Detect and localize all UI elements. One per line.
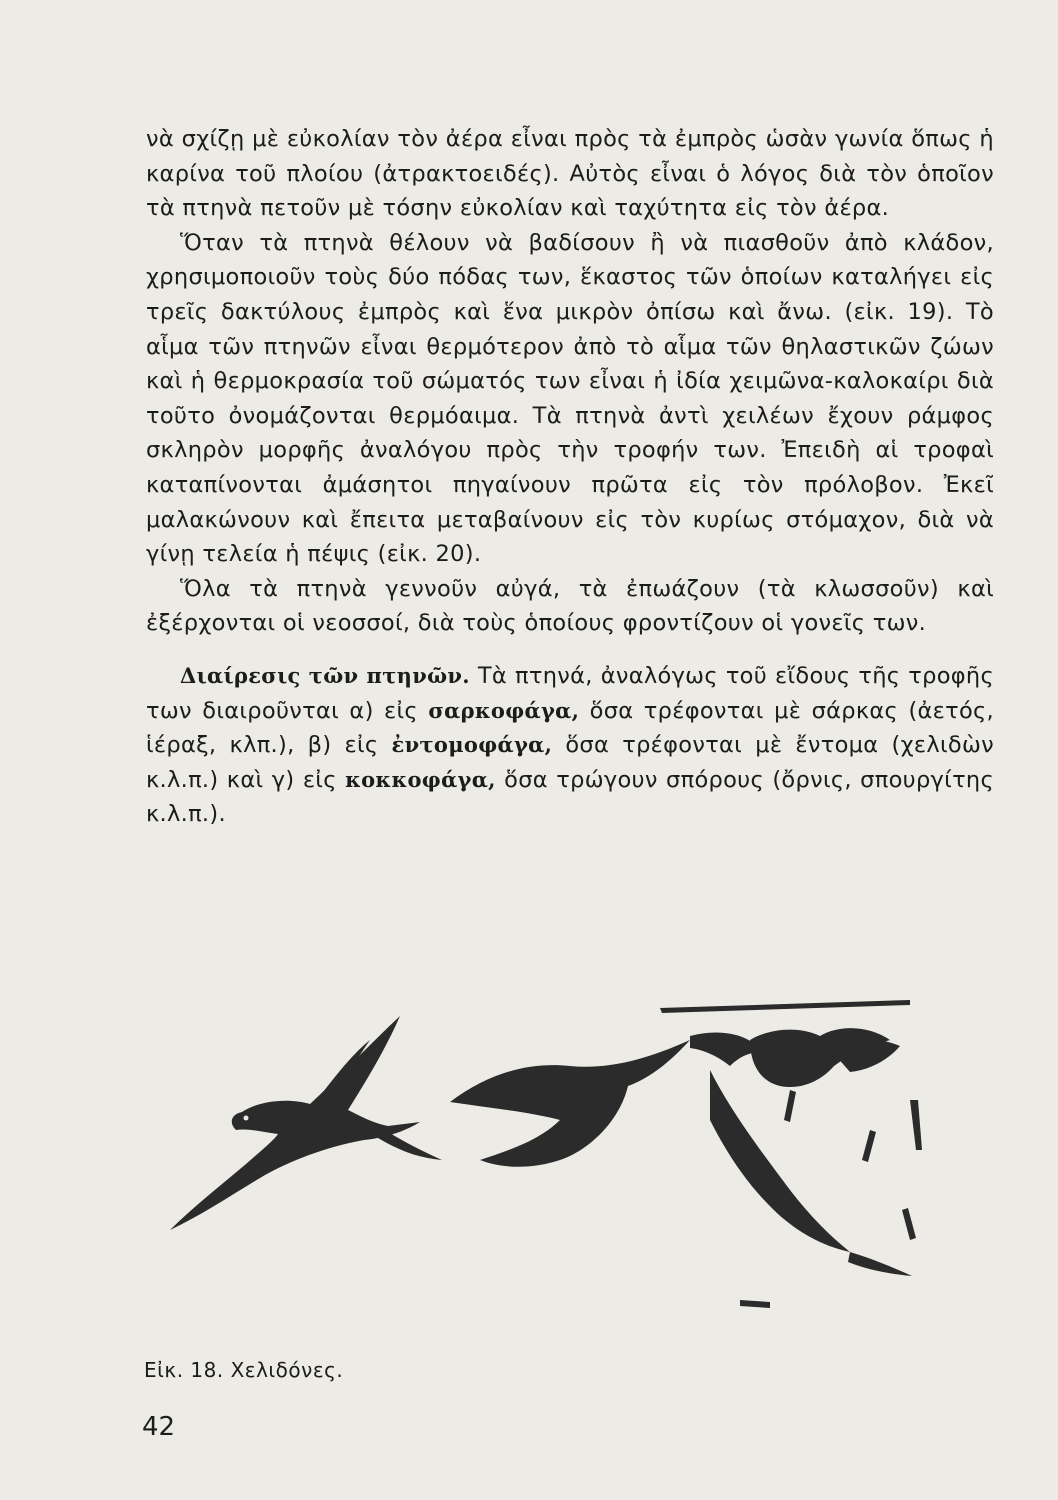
paragraph-1: νὰ σχίζῃ μὲ εὐκολίαν τὸν ἀέρα εἶναι πρὸς τὰ ἐμπρὸς ὡσὰν γωνία ὅπως ἡ καρίνα τοῦ πλοίου (ἀτρακτοειδές). Αὐτὸς εἶναι ὁ λόγος διὰ τὸν ὁποῖον τὰ πτηνὰ πετοῦν μὲ τόσην εὐκολίαν καὶ ταχύτητα εἰς τὸν ἀέρα. xyxy=(146,126,994,222)
section-text-4: ὅσα τρώγουν σπόρους (ὄρνις, σπουργίτης κ.λ.π.). xyxy=(146,766,994,828)
swallows-illustration xyxy=(150,1000,980,1340)
section-bird-classification xyxy=(146,659,994,832)
section-text-3: ὅσα τρέφονται μὲ ἔντομα (χελιδὼν κ.λ.π.) καὶ γ) εἰς xyxy=(146,732,994,793)
term-granivores: κοκκοφάγα, xyxy=(345,766,496,792)
section-text-2: ὅσα τρέφονται μὲ σάρκας (ἀετός, ἱέραξ, κλπ.), β) εἰς xyxy=(146,697,994,759)
paragraph-3: Ὅλα τὰ πτηνὰ γεννοῦν αὐγά, τὰ ἐπωάζουν (τὰ κλωσσοῦν) καὶ ἐξέρχονται οἱ νεοσσοί, διὰ τοὺς ὁποίους φροντίζουν οἱ γονεῖς των. xyxy=(146,575,994,637)
paragraph-2: Ὅταν τὰ πτηνὰ θέλουν νὰ βαδίσουν ἢ νὰ πιασθοῦν ἀπὸ κλάδον, χρησιμοποιοῦν τοὺς δύο πόδας των, ἕκαστος τῶν ὁποίων καταλήγει εἰς τρεῖς δακτύλους ἐμπρὸς καὶ ἕνα μικρὸν ὀπίσω καὶ ἄνω. (εἰκ. 19). Τὸ αἷμα τῶν πτηνῶν εἶναι θερμότερον ἀπὸ τὸ αἷμα τῶν θηλαστικῶν ζώων καὶ ἡ θερμοκρασία τοῦ σώματός των εἶναι ἡ ἰδία χειμῶνα-καλοκαίρι διὰ τοῦτο ὀνομάζονται θερμόαιμα. Τὰ πτηνὰ ἀντὶ χειλέων ἔχουν ράμφος σκληρὸν μορφῆς ἀναλόγου πρὸς τὴν τροφήν των. Ἐπειδὴ αἱ τροφαὶ καταπίνονται ἀμάσητοι πηγαίνουν πρῶτα εἰς τὸν πρόλοβον. Ἐκεῖ μαλακώνουν καὶ ἔπειτα μεταβαίνουν εἰς τὸν κυρίως στόμαχον, διὰ νὰ γίνῃ τελεία ἡ πέψις (εἰκ. 20). xyxy=(146,229,994,568)
page-number: 42 xyxy=(142,1412,176,1442)
figure-caption: Εἰκ. 18. Χελιδόνες. xyxy=(144,1358,344,1382)
term-carnivores: σαρκοφάγα, xyxy=(428,697,580,723)
body-text xyxy=(146,122,994,832)
swallow-left xyxy=(170,1016,442,1230)
term-insectivores: ἐντομοφάγα, xyxy=(391,732,553,758)
swallow-middle xyxy=(450,1033,912,1276)
section-title: Διαίρεσις τῶν πτηνῶν. xyxy=(180,662,470,688)
section-text-1: Τὰ πτηνά, ἀναλόγως τοῦ εἴδους τῆς τροφῆς των διαιροῦνται α) εἰς xyxy=(146,662,994,724)
